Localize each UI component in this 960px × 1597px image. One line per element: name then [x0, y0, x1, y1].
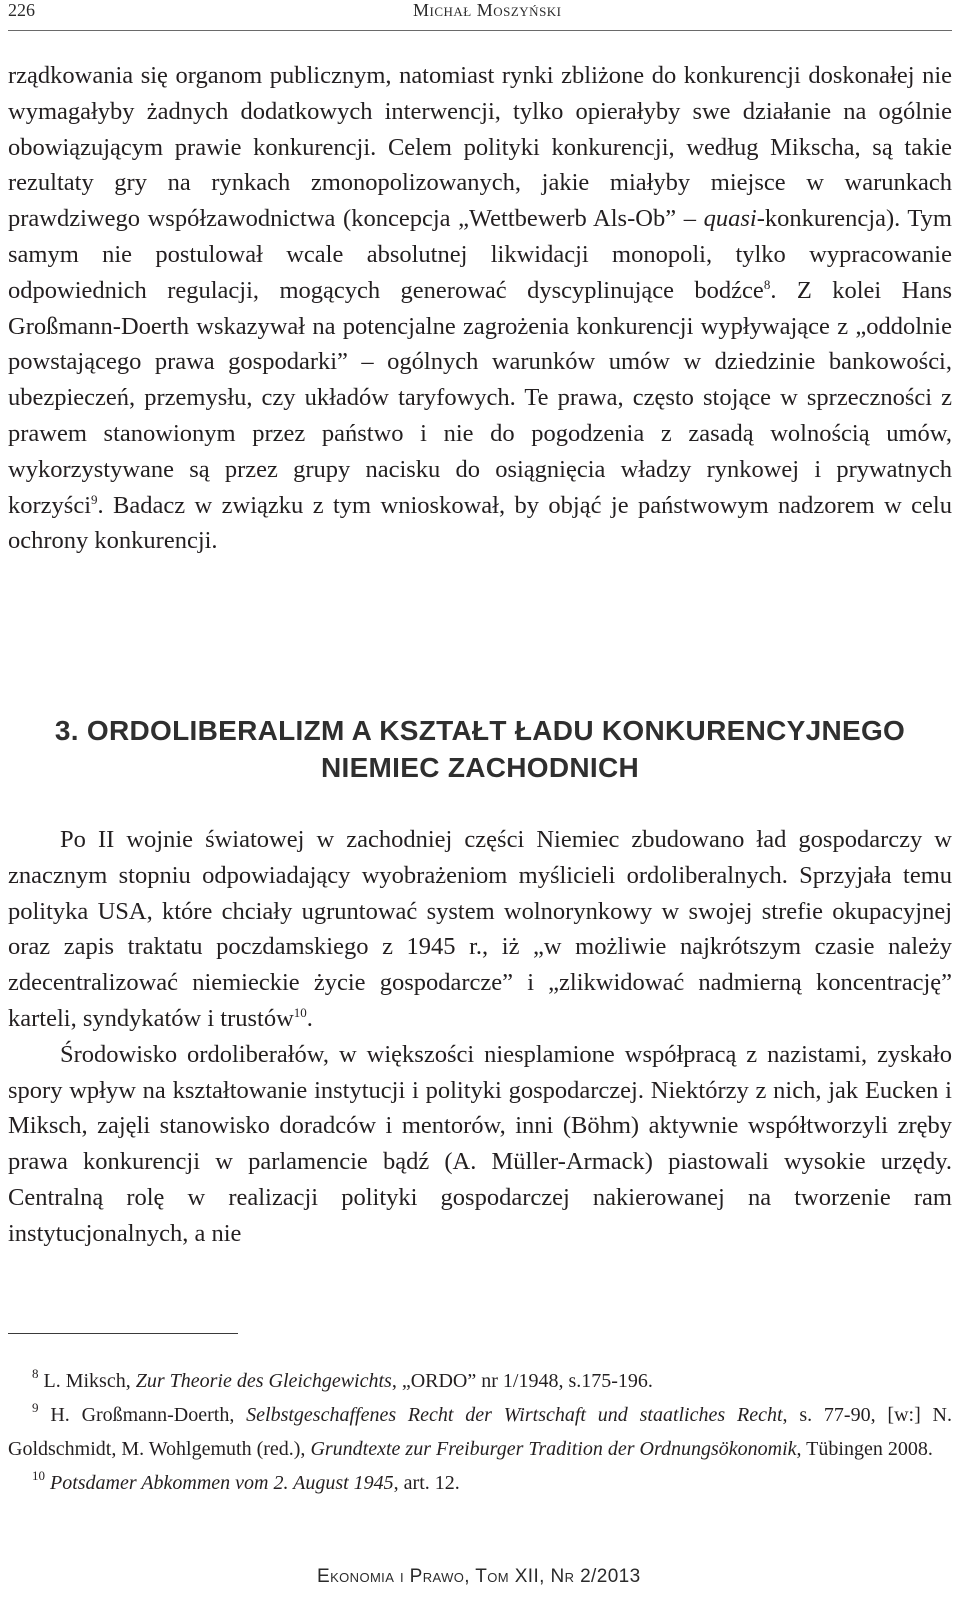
- page-number: 226: [8, 0, 35, 20]
- text-run: .: [306, 1004, 313, 1032]
- text-run: H. Großmann-Doerth,: [38, 1404, 247, 1426]
- text-run: rządkowania się organom publicznym, natomiast rynki zbliżone do konkurencji doskonałej nie wymagałyby żadnych dodatkowych interwencji, tylko opierałyby swe działanie na ogólnie obowiązującym prawie konkurencji. Celem polityki konkurencji, według Mikscha, są takie rezultaty gry na rynkach zmonopolizowanych, jakie miałyby miejsce w warunkach prawdziwego współzawodnictwa (koncepcja „Wettbewerb Als-Ob” –: [8, 62, 952, 233]
- section-heading-line-1: 3. ORDOLIBERALIZM A KSZTAŁT ŁADU KONKURENCYJNEGO: [54, 715, 906, 746]
- paragraph: [8, 822, 952, 1037]
- footnote-ref: 8: [32, 1366, 39, 1381]
- body-text-section: [8, 822, 952, 1252]
- italic-text: quasi: [703, 205, 757, 233]
- text-run: , Tübingen 2008.: [796, 1438, 933, 1460]
- footnote-ref: 10: [32, 1468, 45, 1483]
- italic-text: Zur Theorie des Gleichgewichts: [135, 1370, 392, 1392]
- footnote-ref: 9: [91, 491, 98, 507]
- text-run: , „ORDO” nr 1/1948, s.175-196.: [391, 1370, 653, 1392]
- paragraph: [8, 1037, 952, 1252]
- paragraph: [8, 58, 952, 559]
- footnote-8: [8, 1364, 952, 1398]
- text-run: . Z kolei Hans Großmann-Doerth wskazywał na potencjalne zagrożenia konkurencji wypływające z „oddolnie powstającego prawa gospodarki” – ogólnych warunków umów w dziedzinie bankowości, ubezpieczeń, przemysłu, czy układów taryfowych. Te prawa, często stojące w sprzeczności z prawem stanowionym przez państwo i nie do pogodzenia z zasadą wolnością umów, wykorzystywane są przez grupy nacisku do osiągnięcia władzy rynkowej i prywatnych korzyści: [8, 276, 952, 519]
- italic-text: Selbstgeschaffenes Recht der Wirtschaft und staatliches Recht: [246, 1404, 783, 1426]
- header-rule: [8, 30, 952, 31]
- text-run: Po II wojnie światowej w zachodniej części Niemiec zbudowano ład gospodarczy w znacznym stopniu odpowiadający wyobrażeniom myślicieli ordoliberalnych. Sprzyjała temu polityka USA, które chciały ugruntować system wolnorynkowy w swojej strefie okupacyjnej oraz zapis traktatu poczdamskiego z 1945 r., iż „w możliwie najkrótszym czasie należy zdecentralizować niemieckie życie gospodarcze” i „zlikwidować nadmierną koncentrację” karteli, syndykatów i trustów: [8, 826, 952, 1032]
- italic-text: Grundtexte zur Freiburger Tradition der Ordnungsökonomik: [310, 1438, 797, 1460]
- text-run: -konkurencja). Tym samym nie postulował wcale absolutnej likwidacji monopoli, tylko wypracowanie odpowiednich regulacji, mogących generować dyscyplinujące bodźce: [8, 205, 952, 304]
- text-run: Środowisko ordoliberałów, w większości niesplamione współpracą z nazistami, zyskało spory wpływ na kształtowanie instytucji i polityki gospodarczej. Niektórzy z nich, jak Eucken i Miksch, zajęli stanowisko doradców i mentorów, inni (Böhm) aktywnie współtworzyli zręby prawa konkurencji w parlamencie bądź (A. Müller-Armack) piastowali wysokie urzędy. Centralną rolę w realizacji polityki gospodarczej nakierowanej na tworzenie ram instytucjonalnych, a nie: [8, 1040, 952, 1247]
- footnote-9: [8, 1398, 952, 1466]
- footnote-rule: [8, 1333, 238, 1334]
- footnotes: [8, 1364, 952, 1500]
- text-run: , art. 12.: [393, 1472, 460, 1494]
- footnote-10: [8, 1466, 952, 1500]
- running-head-author: Michał Moszyński: [413, 0, 562, 20]
- section-heading-line-2: NIEMIEC ZACHODNICH: [320, 752, 640, 783]
- text-run: . Badacz w związku z tym wnioskował, by objąć je państwowym nadzorem w celu ochrony konkurencji.: [8, 491, 952, 555]
- italic-text: Potsdamer Abkommen vom 2. August 1945: [50, 1472, 394, 1494]
- footnote-ref: 9: [32, 1400, 39, 1415]
- running-head: [8, 0, 952, 24]
- running-foot: Ekonomia i Prawo, Tom XII, Nr 2/2013: [317, 1566, 641, 1587]
- body-text-top: [8, 58, 952, 559]
- text-run: L. Miksch,: [38, 1370, 136, 1392]
- footnote-ref: 8: [763, 276, 771, 292]
- section-heading: [8, 712, 952, 786]
- text-run: , s. 77-90, [w:] N. Goldschmidt, M. Wohlgemuth (red.),: [8, 1404, 952, 1460]
- footnote-ref: 10: [293, 1004, 307, 1020]
